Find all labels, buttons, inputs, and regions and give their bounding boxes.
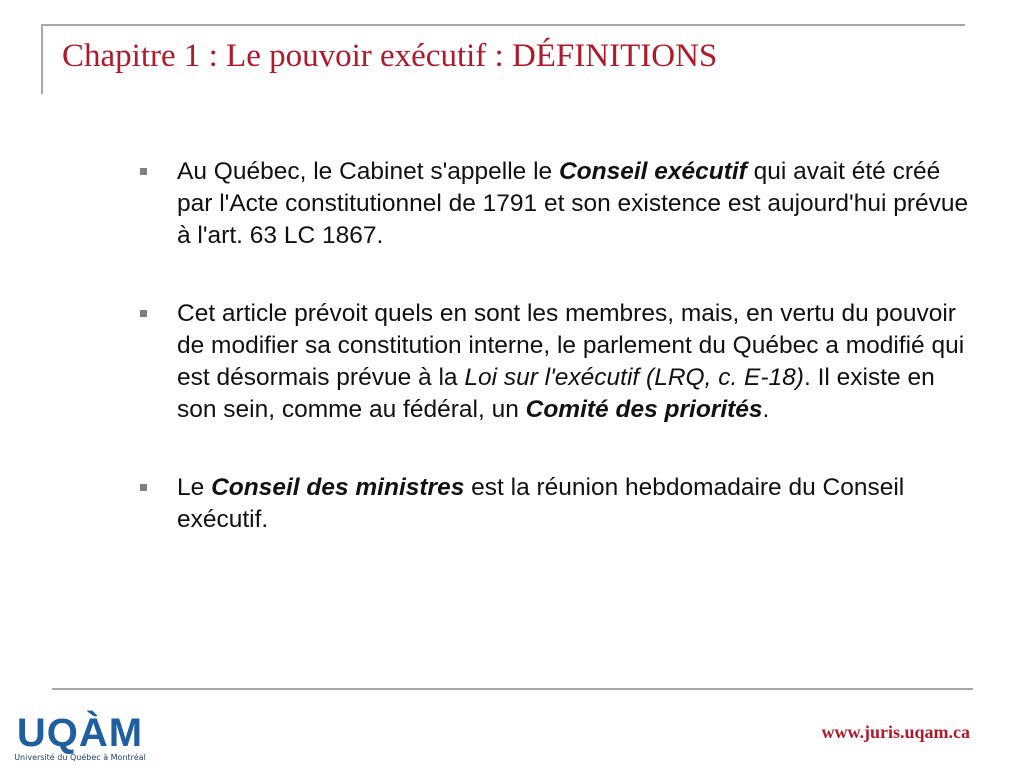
bullet-text — [177, 300, 964, 423]
text-run: . — [762, 396, 770, 423]
title-frame-left-rule — [41, 24, 43, 94]
text-run: Le — [177, 474, 212, 501]
text-run: Au Québec, le Cabinet s'appelle le — [177, 158, 559, 185]
bullet-text — [177, 158, 968, 249]
footer-url-link[interactable]: www.juris.uqam.ca — [821, 722, 970, 742]
bullet-item — [140, 472, 980, 536]
law-citation: Loi sur l'exécutif (LRQ, c. E-18) — [464, 364, 804, 391]
uqam-logo — [5, 713, 155, 765]
logo-wordmark: UQÀM — [16, 711, 144, 755]
emphasis-term: Comité des priorités — [525, 396, 763, 423]
footer-divider — [52, 688, 973, 690]
bullet-text — [177, 474, 904, 533]
emphasis-term: Conseil des ministres — [211, 474, 465, 501]
bullet-list — [140, 156, 980, 536]
text-run: . Il existe en son sein, comme au fédéral, un — [177, 364, 935, 423]
emphasis-term: Conseil exécutif — [558, 158, 747, 185]
text-run: est la réunion hebdomadaire du Conseil exécutif. — [177, 474, 905, 533]
square-bullet-icon — [140, 484, 147, 491]
slide-title: Chapitre 1 : Le pouvoir exécutif : DÉFINITIONS — [62, 38, 718, 74]
bullet-item — [140, 298, 980, 426]
text-run: Cet article prévoit quels en sont les membres, mais, en vertu du pouvoir de modifier sa constitution interne, le parlement du Québec a modifié qui est désormais prévue à la — [177, 300, 965, 391]
title-frame-top-rule — [41, 24, 965, 26]
bullet-item — [140, 156, 980, 252]
square-bullet-icon — [140, 310, 147, 317]
text-run: qui avait été créé par l'Acte constitutionnel de 1791 et son existence est aujourd'hui prévue à l'art. 63 LC 1867. — [177, 158, 969, 249]
square-bullet-icon — [140, 168, 147, 175]
logo-subtitle: Université du Québec à Montréal — [14, 753, 146, 762]
